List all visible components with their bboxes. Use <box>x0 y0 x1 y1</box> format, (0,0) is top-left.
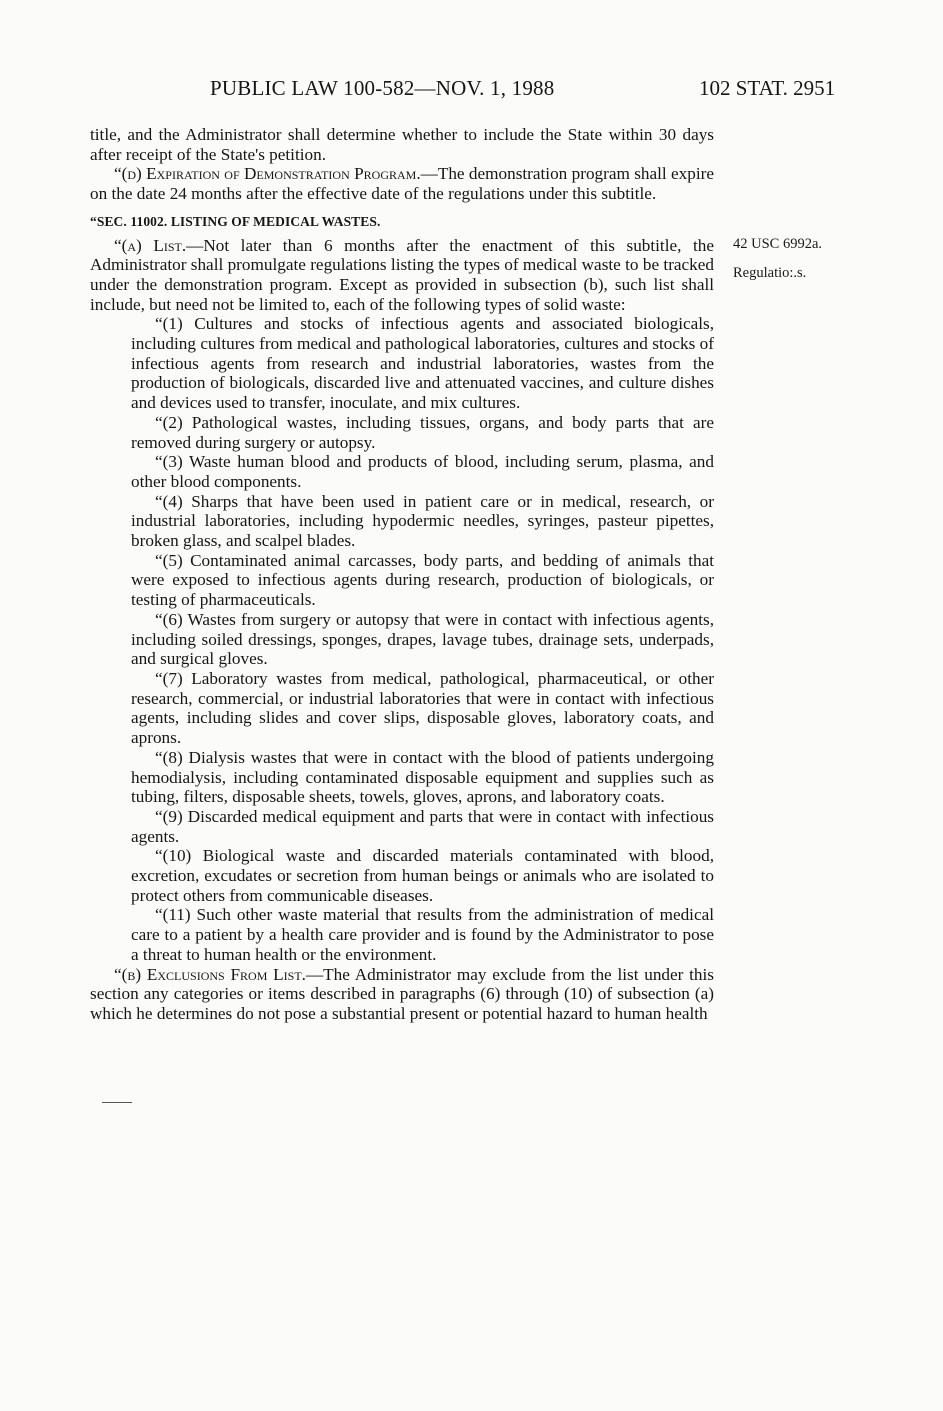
subsection-b-body: —The Administrator may exclude from the list under this section any categories or items described in paragraphs (6) through (10) of subsection (a) which he determines do not pose a substantial present or potential hazard to human health <box>90 964 714 1023</box>
section-heading: “SEC. 11002. LISTING OF MEDICAL WASTES. <box>90 213 381 229</box>
subsection-b <box>90 965 714 1024</box>
page-header <box>0 76 943 106</box>
subsection-a <box>90 236 714 315</box>
subsection-d-label: “(d) Expiration of Demonstration Program. <box>114 164 421 184</box>
margin-note-regulations: Regulatio:.s. <box>733 265 807 281</box>
running-title: PUBLIC LAW 100-582—NOV. 1, 1988 <box>210 76 555 100</box>
subsection-a-body: —Not later than 6 months after the enactment of this subtitle, the Administrator shall promulgate regulations listing the types of medical waste to be tracked under the demonstration program. Except as provided in subsection (b), such list shall include, but need not be limited to, each of the following types of solid waste: <box>90 235 714 314</box>
subsection-a-label: “(a) List. <box>114 235 187 255</box>
list-item-5: “(5) Contaminated animal carcasses, body parts, and bedding of animals that were exposed to infectious agents during research, production of biologicals, or testing of pharmaceuticals. <box>131 550 714 610</box>
list-item-4: “(4) Sharps that have been used in patient care or in medical, research, or industrial laboratories, including hypodermic needles, syringes, pasteur pipettes, broken glass, and scalpel blades. <box>131 491 714 551</box>
list-item-3: “(3) Waste human blood and products of blood, including serum, plasma, and other blood components. <box>131 452 714 491</box>
stat-page-number: 102 STAT. 2951 <box>699 76 836 100</box>
subsection-d-body: —The demonstration program shall expire on the date 24 months after the effective date of the regulations under this subtitle. <box>90 164 714 204</box>
list-item-7: “(7) Laboratory wastes from medical, pathological, pharmaceutical, or other research, commercial, or industrial laboratories that were in contact with infectious agents, including slides and cover slips, disposable gloves, laboratory coats, and aprons. <box>131 668 714 748</box>
subsection-d <box>90 164 714 203</box>
margin-dash <box>102 1102 132 1103</box>
list-item-2: “(2) Pathological wastes, including tissues, organs, and body parts that are removed during surgery or autopsy. <box>131 412 714 452</box>
list-item-11: “(11) Such other waste material that results from the administration of medical care to a patient by a health care provider and is found by the Administrator to pose a threat to human health or the environment. <box>131 905 714 964</box>
list-item-10: “(10) Biological waste and discarded materials contaminated with blood, excretion, excudates or secretion from human beings or animals who are isolated to protect others from communicable diseases. <box>131 846 714 905</box>
document-body <box>90 125 714 1024</box>
list-item-6: “(6) Wastes from surgery or autopsy that were in contact with infectious agents, including soiled dressings, sponges, drapes, lavage tubes, drainage sets, underpads, and surgical gloves. <box>131 609 714 669</box>
continued-paragraph: title, and the Administrator shall determine whether to include the State within 30 days after receipt of the State's petition. <box>90 125 714 164</box>
list-item-9: “(9) Discarded medical equipment and parts that were in contact with infectious agents. <box>131 806 714 846</box>
margin-note-usc: 42 USC 6992a. <box>733 236 823 252</box>
subsection-b-label: “(b) Exclusions From List. <box>114 964 306 984</box>
list-item-1: “(1) Cultures and stocks of infectious agents and associated biologicals, including cultures from medical and pathological laboratories, cultures and stocks of infectious agents from research and industrial laboratories, wastes from the production of biologicals, discarded live and attenuated vaccines, and culture dishes and devices used to transfer, inoculate, and mix cultures. <box>131 314 714 413</box>
list-item-8: “(8) Dialysis wastes that were in contact with the blood of patients undergoing hemodialysis, including contaminated disposable equipment and supplies such as tubing, filters, disposable sheets, towels, gloves, aprons, and laboratory coats. <box>131 747 714 807</box>
